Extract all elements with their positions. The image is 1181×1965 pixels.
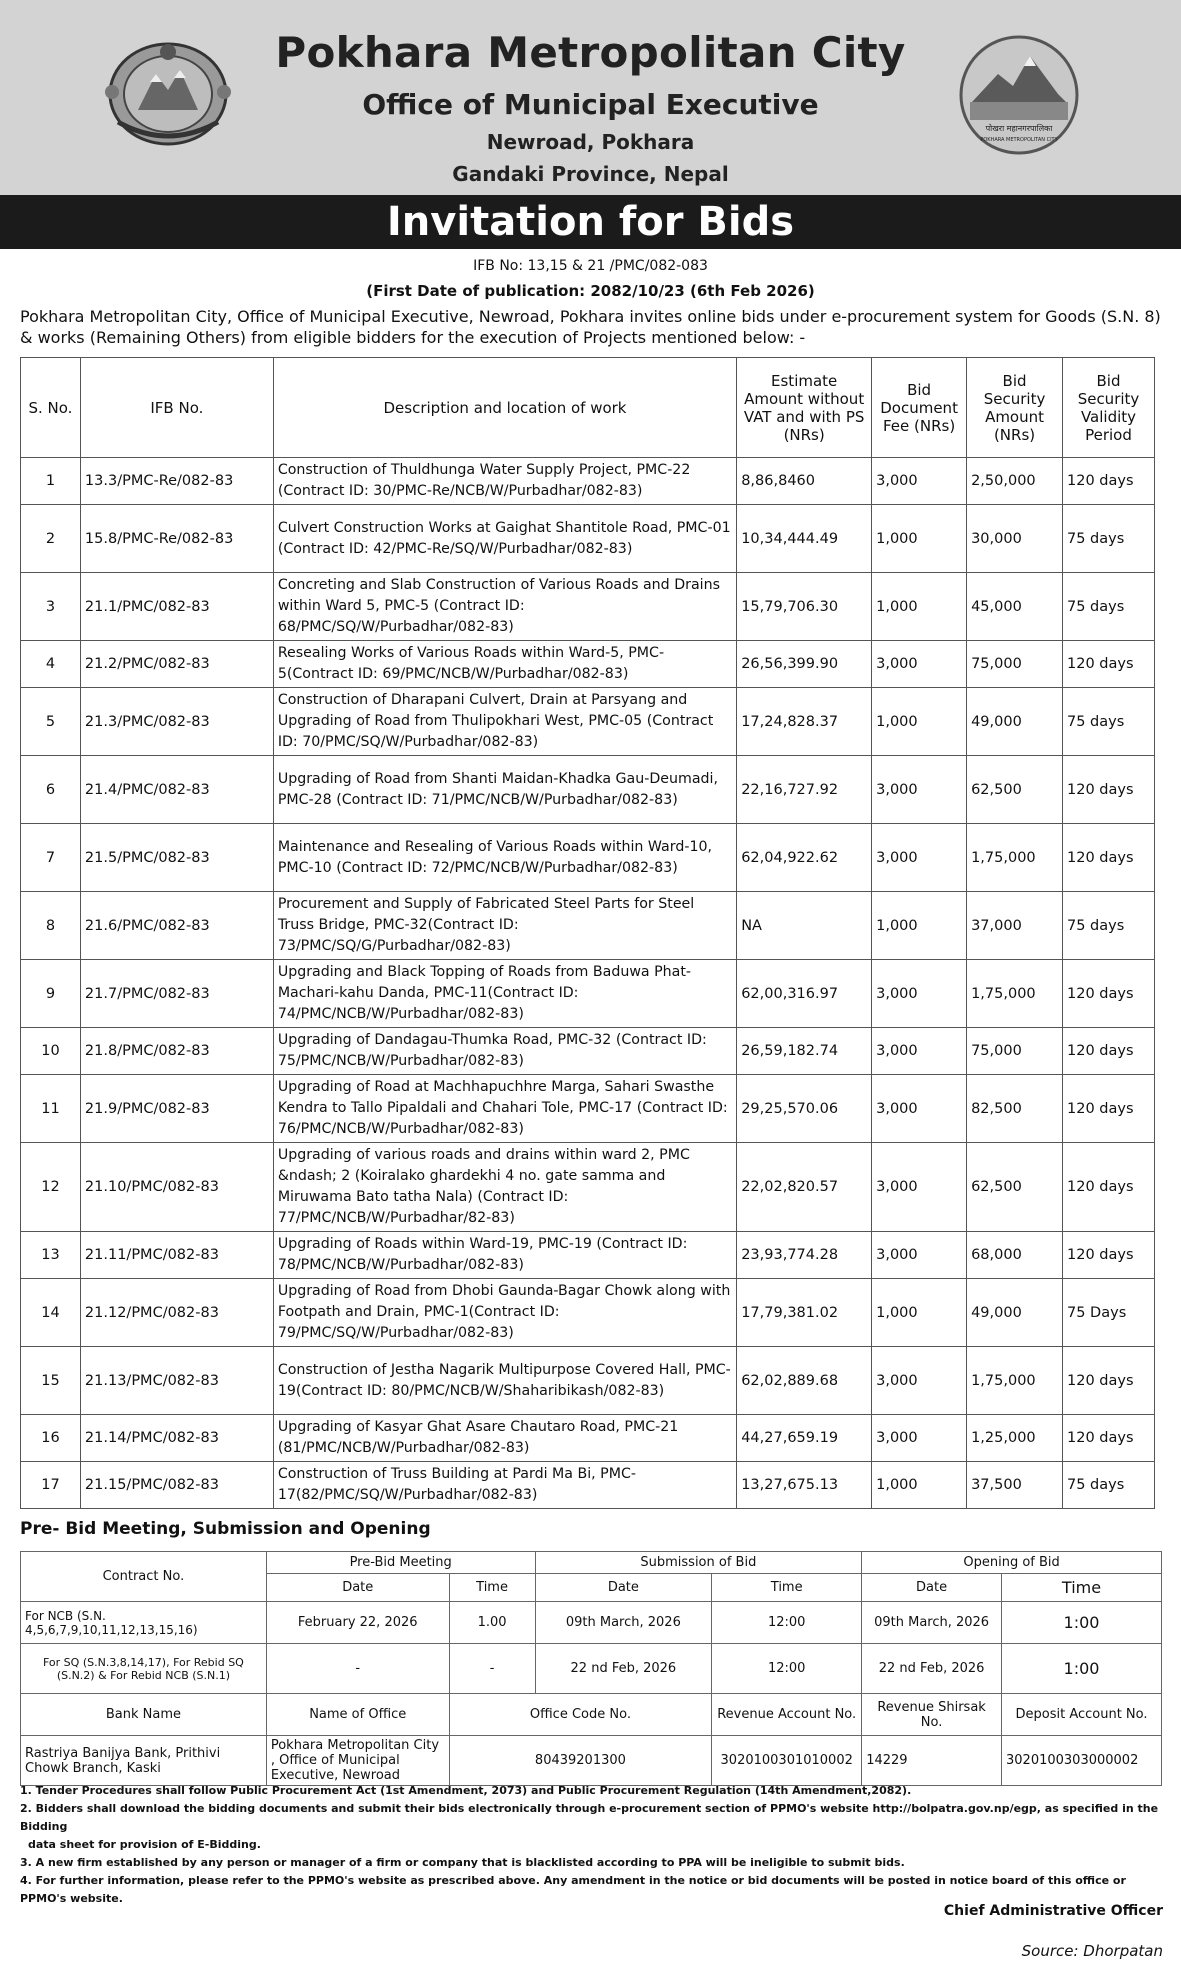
address-line-1: Newroad, Pokhara bbox=[486, 130, 695, 154]
row-security: 37,000 bbox=[967, 892, 1063, 960]
row-security: 1,75,000 bbox=[967, 960, 1063, 1028]
deposit-account: 3020100303000002 bbox=[1002, 1736, 1162, 1786]
row-sno: 16 bbox=[21, 1415, 81, 1462]
row-doc-fee: 3,000 bbox=[872, 1143, 967, 1232]
row-estimate: 44,27,659.19 bbox=[737, 1415, 872, 1462]
bank-header-row bbox=[21, 1694, 1162, 1736]
opening-date: 09th March, 2026 bbox=[862, 1602, 1002, 1644]
row-ifb: 21.15/PMC/082-83 bbox=[80, 1462, 273, 1509]
pokhara-metropolitan-logo bbox=[958, 34, 1080, 156]
opening-date: 22 nd Feb, 2026 bbox=[862, 1644, 1002, 1694]
note-3: 3. A new firm established by any person or manager of a firm or company that is blacklisted according to PPA will be ineligible to submit bids. bbox=[20, 1856, 905, 1869]
row-security: 1,75,000 bbox=[967, 1347, 1063, 1415]
opening-time: 1:00 bbox=[1002, 1602, 1162, 1644]
row-description: Culvert Construction Works at Gaighat Shantitole Road, PMC-01 (Contract ID: 42/PMC-Re/SQ/W/Purbadhar/082-83) bbox=[273, 505, 736, 573]
row-description: Upgrading and Black Topping of Roads from Baduwa Phat-Machari-kahu Danda, PMC-11(Contract ID: 74/PMC/NCB/W/Purbadhar/082-83) bbox=[273, 960, 736, 1028]
row-doc-fee: 1,000 bbox=[872, 505, 967, 573]
row-description: Upgrading of Roads within Ward-19, PMC-19 (Contract ID: 78/PMC/NCB/W/Purbadhar/082-83) bbox=[273, 1232, 736, 1279]
bids-table bbox=[20, 357, 1155, 1509]
row-validity: 75 days bbox=[1063, 1462, 1155, 1509]
note-1: 1. Tender Procedures shall follow Public Procurement Act (1st Amendment, 2073) and Public Procurement Regulation (14th Amendment,2082). bbox=[20, 1784, 912, 1797]
row-estimate: 22,02,820.57 bbox=[737, 1143, 872, 1232]
table-row bbox=[21, 960, 1155, 1028]
row-description: Construction of Truss Building at Pardi Ma Bi, PMC-17(82/PMC/SQ/W/Purbadhar/082-83) bbox=[273, 1462, 736, 1509]
bank-name: Rastriya Banijya Bank, Prithivi Chowk Branch, Kaski bbox=[21, 1736, 267, 1786]
row-description: Resealing Works of Various Roads within Ward-5, PMC-5(Contract ID: 69/PMC/NCB/W/Purbadhar/082-83) bbox=[273, 641, 736, 688]
banner-title: Invitation for Bids bbox=[0, 195, 1181, 249]
row-sno: 11 bbox=[21, 1075, 81, 1143]
submission-date-header: Date bbox=[535, 1574, 712, 1602]
row-sno: 1 bbox=[21, 458, 81, 505]
bank-row bbox=[21, 1736, 1162, 1786]
meeting-section-title: Pre- Bid Meeting, Submission and Opening bbox=[20, 1519, 431, 1539]
table-row bbox=[21, 1347, 1155, 1415]
row-estimate: NA bbox=[737, 892, 872, 960]
row-doc-fee: 3,000 bbox=[872, 960, 967, 1028]
office-name: Pokhara Metropolitan City , Office of Municipal Executive, Newroad bbox=[266, 1736, 449, 1786]
city-title: Pokhara Metropolitan City bbox=[275, 28, 906, 77]
row-description: Maintenance and Resealing of Various Roads within Ward-10, PMC-10 (Contract ID: 72/PMC/NCB/W/Purbadhar/082-83) bbox=[273, 824, 736, 892]
table-row bbox=[21, 641, 1155, 688]
opening-time-header: Time bbox=[1002, 1574, 1162, 1602]
row-validity: 120 days bbox=[1063, 1143, 1155, 1232]
row-security: 62,500 bbox=[967, 1143, 1063, 1232]
header-estimate: Estimate Amount without VAT and with PS (NRs) bbox=[737, 358, 872, 458]
row-doc-fee: 3,000 bbox=[872, 1347, 967, 1415]
header-validity: Bid Security Validity Period bbox=[1063, 358, 1155, 458]
submission-time: 12:00 bbox=[712, 1602, 862, 1644]
ifb-number: IFB No: 13,15 & 21 /PMC/082-083 bbox=[473, 258, 708, 274]
row-security: 45,000 bbox=[967, 573, 1063, 641]
row-estimate: 8,86,8460 bbox=[737, 458, 872, 505]
opening-date-header: Date bbox=[862, 1574, 1002, 1602]
row-security: 1,75,000 bbox=[967, 824, 1063, 892]
row-doc-fee: 3,000 bbox=[872, 1028, 967, 1075]
logo-caption-english: POKHARA METROPOLITAN CITY bbox=[980, 137, 1058, 143]
row-ifb: 21.12/PMC/082-83 bbox=[80, 1279, 273, 1347]
row-doc-fee: 1,000 bbox=[872, 573, 967, 641]
table-row bbox=[21, 1462, 1155, 1509]
row-ifb: 15.8/PMC-Re/082-83 bbox=[80, 505, 273, 573]
row-ifb: 21.9/PMC/082-83 bbox=[80, 1075, 273, 1143]
submission-date: 09th March, 2026 bbox=[535, 1602, 712, 1644]
opening-header: Opening of Bid bbox=[862, 1552, 1162, 1574]
row-doc-fee: 3,000 bbox=[872, 1232, 967, 1279]
row-description: Upgrading of Kasyar Ghat Asare Chautaro Road, PMC-21 (81/PMC/NCB/W/Purbadhar/082-83) bbox=[273, 1415, 736, 1462]
row-sno: 17 bbox=[21, 1462, 81, 1509]
row-description: Construction of Dharapani Culvert, Drain at Parsyang and Upgrading of Road from Thulipokhari West, PMC-05 (Contract ID: 70/PMC/SQ/W/Purbadhar/082-83) bbox=[273, 688, 736, 756]
row-sno: 14 bbox=[21, 1279, 81, 1347]
header-ifb: IFB No. bbox=[80, 358, 273, 458]
row-estimate: 22,16,727.92 bbox=[737, 756, 872, 824]
row-ifb: 21.3/PMC/082-83 bbox=[80, 688, 273, 756]
row-description: Concreting and Slab Construction of Various Roads and Drains within Ward 5, PMC-5 (Contract ID: 68/PMC/SQ/W/Purbadhar/082-83) bbox=[273, 573, 736, 641]
contract-no-header: Contract No. bbox=[21, 1552, 267, 1602]
header-security-amount: Bid Security Amount (NRs) bbox=[967, 358, 1063, 458]
row-ifb: 21.10/PMC/082-83 bbox=[80, 1143, 273, 1232]
row-sno: 2 bbox=[21, 505, 81, 573]
row-estimate: 26,56,399.90 bbox=[737, 641, 872, 688]
row-ifb: 21.2/PMC/082-83 bbox=[80, 641, 273, 688]
row-description: Upgrading of various roads and drains within ward 2, PMC &ndash; 2 (Koiralako ghardekhi 4 no. gate samma and Miruwama Bato tatha Nala) (Contract ID: 77/PMC/NCB/W/Purbadhar/82-83) bbox=[273, 1143, 736, 1232]
row-ifb: 21.4/PMC/082-83 bbox=[80, 756, 273, 824]
meeting-row-ncb bbox=[21, 1602, 1162, 1644]
row-validity: 120 days bbox=[1063, 1415, 1155, 1462]
row-sno: 13 bbox=[21, 1232, 81, 1279]
row-ifb: 21.7/PMC/082-83 bbox=[80, 960, 273, 1028]
submission-time: 12:00 bbox=[712, 1644, 862, 1694]
table-row bbox=[21, 756, 1155, 824]
row-security: 49,000 bbox=[967, 688, 1063, 756]
table-row bbox=[21, 892, 1155, 960]
row-security: 62,500 bbox=[967, 756, 1063, 824]
header-doc-fee: Bid Document Fee (NRs) bbox=[872, 358, 967, 458]
row-description: Procurement and Supply of Fabricated Steel Parts for Steel Truss Bridge, PMC-32(Contract ID: 73/PMC/SQ/G/Purbadhar/082-83) bbox=[273, 892, 736, 960]
row-sno: 6 bbox=[21, 756, 81, 824]
row-description: Upgrading of Dandagau-Thumka Road, PMC-32 (Contract ID: 75/PMC/NCB/W/Purbadhar/082-83) bbox=[273, 1028, 736, 1075]
row-estimate: 15,79,706.30 bbox=[737, 573, 872, 641]
row-validity: 120 days bbox=[1063, 960, 1155, 1028]
row-validity: 75 days bbox=[1063, 573, 1155, 641]
row-description: Upgrading of Road from Dhobi Gaunda-Bagar Chowk along with Footpath and Drain, PMC-1(Contract ID: 79/PMC/SQ/W/Purbadhar/082-83) bbox=[273, 1279, 736, 1347]
opening-time: 1:00 bbox=[1002, 1644, 1162, 1694]
row-security: 30,000 bbox=[967, 505, 1063, 573]
row-security: 68,000 bbox=[967, 1232, 1063, 1279]
pre-bid-time: 1.00 bbox=[449, 1602, 535, 1644]
table-header-row bbox=[21, 358, 1155, 458]
row-security: 49,000 bbox=[967, 1279, 1063, 1347]
row-ifb: 21.13/PMC/082-83 bbox=[80, 1347, 273, 1415]
signature: Chief Administrative Officer bbox=[943, 1903, 1163, 1919]
notes bbox=[20, 1782, 1165, 1908]
table-row bbox=[21, 1028, 1155, 1075]
row-doc-fee: 1,000 bbox=[872, 892, 967, 960]
row-security: 1,25,000 bbox=[967, 1415, 1063, 1462]
row-ifb: 21.11/PMC/082-83 bbox=[80, 1232, 273, 1279]
table-row bbox=[21, 1279, 1155, 1347]
row-sno: 8 bbox=[21, 892, 81, 960]
row-estimate: 62,02,889.68 bbox=[737, 1347, 872, 1415]
row-ifb: 21.8/PMC/082-83 bbox=[80, 1028, 273, 1075]
note-4: 4. For further information, please refer to the PPMO's website as prescribed above. Any amendment in the notice or bid documents will be posted in notice board of this office or PPMO's website. bbox=[20, 1874, 1126, 1905]
row-security: 2,50,000 bbox=[967, 458, 1063, 505]
address-line-2: Gandaki Province, Nepal bbox=[452, 162, 729, 186]
table-row bbox=[21, 824, 1155, 892]
row-doc-fee: 1,000 bbox=[872, 1462, 967, 1509]
publication-date: (First Date of publication: 2082/10/23 (6th Feb 2026) bbox=[366, 282, 815, 300]
row-validity: 75 days bbox=[1063, 688, 1155, 756]
row-description: Upgrading of Road from Shanti Maidan-Khadka Gau-Deumadi, PMC-28 (Contract ID: 71/PMC/NCB/W/Purbadhar/082-83) bbox=[273, 756, 736, 824]
row-validity: 75 Days bbox=[1063, 1279, 1155, 1347]
pre-bid-time: - bbox=[449, 1644, 535, 1694]
row-doc-fee: 3,000 bbox=[872, 824, 967, 892]
row-ifb: 21.6/PMC/082-83 bbox=[80, 892, 273, 960]
row-doc-fee: 3,000 bbox=[872, 1415, 967, 1462]
row-estimate: 62,00,316.97 bbox=[737, 960, 872, 1028]
row-estimate: 29,25,570.06 bbox=[737, 1075, 872, 1143]
pre-bid-date-header: Date bbox=[266, 1574, 449, 1602]
row-estimate: 62,04,922.62 bbox=[737, 824, 872, 892]
row-validity: 120 days bbox=[1063, 641, 1155, 688]
row-sno: 3 bbox=[21, 573, 81, 641]
row-doc-fee: 3,000 bbox=[872, 641, 967, 688]
table-row bbox=[21, 458, 1155, 505]
table-row bbox=[21, 505, 1155, 573]
row-validity: 120 days bbox=[1063, 824, 1155, 892]
row-doc-fee: 3,000 bbox=[872, 1075, 967, 1143]
intro-paragraph: Pokhara Metropolitan City, Office of Municipal Executive, Newroad, Pokhara invites online bids under e-procurement system for Goods (S.N. 8) & works (Remaining Others) from eligible bidders for the execution of Projects mentioned below: - bbox=[20, 307, 1161, 347]
pre-bid-time-header: Time bbox=[449, 1574, 535, 1602]
deposit-account-header: Deposit Account No. bbox=[1002, 1694, 1162, 1736]
row-ifb: 13.3/PMC-Re/082-83 bbox=[80, 458, 273, 505]
source-credit: Source: Dhorpatan bbox=[1021, 1942, 1163, 1960]
row-validity: 75 days bbox=[1063, 505, 1155, 573]
meeting-table bbox=[20, 1551, 1162, 1786]
row-estimate: 26,59,182.74 bbox=[737, 1028, 872, 1075]
table-row bbox=[21, 1232, 1155, 1279]
row-sno: 10 bbox=[21, 1028, 81, 1075]
revenue-account: 3020100301010002 bbox=[712, 1736, 862, 1786]
submission-time-header: Time bbox=[712, 1574, 862, 1602]
row-ifb: 21.14/PMC/082-83 bbox=[80, 1415, 273, 1462]
meeting-header-row bbox=[21, 1552, 1162, 1574]
table-row bbox=[21, 573, 1155, 641]
pre-bid-date: February 22, 2026 bbox=[266, 1602, 449, 1644]
row-validity: 120 days bbox=[1063, 1075, 1155, 1143]
revenue-account-header: Revenue Account No. bbox=[712, 1694, 862, 1736]
row-security: 75,000 bbox=[967, 1028, 1063, 1075]
revenue-shirsak-header: Revenue Shirsak No. bbox=[862, 1694, 1002, 1736]
pre-bid-date: - bbox=[266, 1644, 449, 1694]
office-title: Office of Municipal Executive bbox=[362, 88, 819, 121]
table-row bbox=[21, 1415, 1155, 1462]
row-validity: 120 days bbox=[1063, 1232, 1155, 1279]
logo-caption-nepali: पोखरा महानगरपालिका bbox=[985, 124, 1053, 133]
bank-name-header: Bank Name bbox=[21, 1694, 267, 1736]
row-validity: 120 days bbox=[1063, 1028, 1155, 1075]
row-doc-fee: 1,000 bbox=[872, 1279, 967, 1347]
contract-cell: For NCB (S.N. 4,5,6,7,9,10,11,12,13,15,16) bbox=[21, 1602, 267, 1644]
row-doc-fee: 1,000 bbox=[872, 688, 967, 756]
row-sno: 4 bbox=[21, 641, 81, 688]
row-estimate: 23,93,774.28 bbox=[737, 1232, 872, 1279]
revenue-shirsak: 14229 bbox=[862, 1736, 1002, 1786]
row-validity: 120 days bbox=[1063, 1347, 1155, 1415]
row-sno: 9 bbox=[21, 960, 81, 1028]
row-doc-fee: 3,000 bbox=[872, 756, 967, 824]
pre-bid-header: Pre-Bid Meeting bbox=[266, 1552, 535, 1574]
row-validity: 120 days bbox=[1063, 756, 1155, 824]
note-2-cont: data sheet for provision of E-Bidding. bbox=[28, 1838, 261, 1851]
row-estimate: 10,34,444.49 bbox=[737, 505, 872, 573]
row-description: Construction of Jestha Nagarik Multipurpose Covered Hall, PMC-19(Contract ID: 80/PMC/NCB/W/Shaharibikash/082-83) bbox=[273, 1347, 736, 1415]
row-description: Construction of Thuldhunga Water Supply Project, PMC-22 (Contract ID: 30/PMC-Re/NCB/W/Purbadhar/082-83) bbox=[273, 458, 736, 505]
meeting-row-sq bbox=[21, 1644, 1162, 1694]
contract-cell: For SQ (S.N.3,8,14,17), For Rebid SQ (S.N.2) & For Rebid NCB (S.N.1) bbox=[21, 1644, 267, 1694]
row-ifb: 21.5/PMC/082-83 bbox=[80, 824, 273, 892]
office-code-header: Office Code No. bbox=[449, 1694, 712, 1736]
office-name-header: Name of Office bbox=[266, 1694, 449, 1736]
row-estimate: 17,79,381.02 bbox=[737, 1279, 872, 1347]
row-security: 37,500 bbox=[967, 1462, 1063, 1509]
row-estimate: 17,24,828.37 bbox=[737, 688, 872, 756]
row-security: 82,500 bbox=[967, 1075, 1063, 1143]
submission-header: Submission of Bid bbox=[535, 1552, 862, 1574]
row-sno: 15 bbox=[21, 1347, 81, 1415]
row-security: 75,000 bbox=[967, 641, 1063, 688]
row-ifb: 21.1/PMC/082-83 bbox=[80, 573, 273, 641]
header-description: Description and location of work bbox=[273, 358, 736, 458]
note-2: 2. Bidders shall download the bidding documents and submit their bids electronically through e-procurement section of PPMO's website http://bolpatra.gov.np/egp, as specified in the Bidding bbox=[20, 1802, 1159, 1833]
header bbox=[0, 0, 1181, 195]
table-row bbox=[21, 1075, 1155, 1143]
row-sno: 5 bbox=[21, 688, 81, 756]
table-row bbox=[21, 688, 1155, 756]
submission-date: 22 nd Feb, 2026 bbox=[535, 1644, 712, 1694]
row-sno: 7 bbox=[21, 824, 81, 892]
header-sno: S. No. bbox=[21, 358, 81, 458]
row-validity: 120 days bbox=[1063, 458, 1155, 505]
row-description: Upgrading of Road at Machhapuchhre Marga, Sahari Swasthe Kendra to Tallo Pipaldali and Chahari Tole, PMC-17 (Contract ID: 76/PMC/NCB/W/Purbadhar/082-83) bbox=[273, 1075, 736, 1143]
table-row bbox=[21, 1143, 1155, 1232]
row-doc-fee: 3,000 bbox=[872, 458, 967, 505]
row-validity: 75 days bbox=[1063, 892, 1155, 960]
row-sno: 12 bbox=[21, 1143, 81, 1232]
office-code: 80439201300 bbox=[449, 1736, 712, 1786]
row-estimate: 13,27,675.13 bbox=[737, 1462, 872, 1509]
